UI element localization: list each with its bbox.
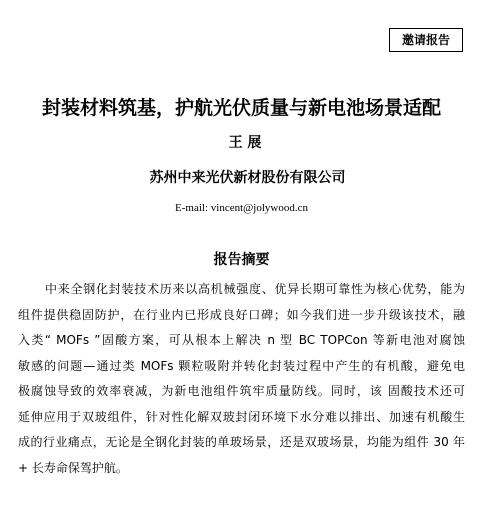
abstract-paragraph (18, 277, 465, 481)
abstract-heading: 报告摘要 (213, 252, 270, 268)
abstract-line: 极腐蚀导致的效率衰减，为新电池组件筑牢质量防线。同时，该 固酸技术还可 (18, 384, 465, 398)
abstract-line: 入类“ MOFs ”固酸方案，可从根本上解决 n 型 BC TOPCon 等新电池对腐蚀 (18, 333, 465, 347)
abstract-line: 延伸应用于双玻组件，针对性化解双玻封闭环境下水分难以排出、加速有机酸生 (18, 409, 465, 424)
invited-report-badge: 邀请报告 (389, 28, 463, 52)
abstract-line: 中来全钢化封装技术历来以高机械强度、优异长期可靠性为核心优势，能为 (45, 282, 465, 296)
author-name: 王 展 (228, 135, 262, 151)
abstract-line: + 长寿命保驾护航。 (18, 460, 128, 475)
abstract-line: 组件提供稳固防护，在行业内已形成良好口碑；如今我们进一步升级该技术，融 (18, 307, 465, 322)
author-affiliation: 苏州中来光伏新材股份有限公司 (149, 170, 346, 186)
abstract-line: 成的行业痛点，无论是全钢化封装的单玻场景，还是双玻场景，均能为组件 30 年 (18, 435, 465, 449)
paper-title: 封装材料筑基，护航光伏质量与新电池场景适配 (41, 97, 441, 119)
author-email: E-mail: vincent@jolywood.cn (175, 202, 308, 214)
abstract-line: 敏感的问题—通过类 MOFs 颗粒吸附并转化封装过程中产生的有机酸，避免电 (18, 358, 465, 373)
